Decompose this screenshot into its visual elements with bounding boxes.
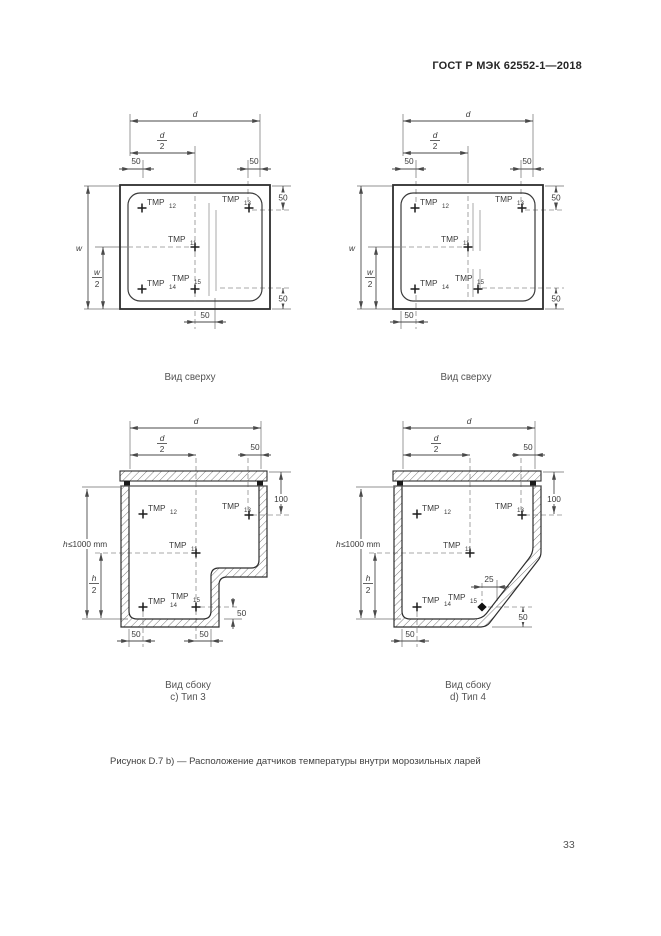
view-caption-bottom-right: Вид сбоку: [445, 680, 491, 691]
sensor-label-tmp14: TMP: [422, 595, 440, 605]
dim-label-h-half-den: 2: [365, 585, 371, 595]
freezer-lid: [393, 471, 541, 481]
dim-label-50: 50: [278, 293, 288, 304]
sensor-subscript-13: 13: [244, 507, 251, 514]
dim-label-w-half-num: w: [367, 267, 373, 277]
sensor-label-tmp14: TMP: [148, 596, 166, 606]
freezer-lid: [120, 471, 267, 481]
dim-label-d-half-den: 2: [159, 141, 165, 151]
sensor-subscript-15: 15: [477, 279, 484, 286]
document-header: ГОСТ Р МЭК 62552-1—2018: [432, 60, 582, 72]
dim-label-h-half-num: h: [91, 573, 97, 583]
dim-label-50: 50: [551, 192, 561, 203]
dim-label-h-half-num: h: [365, 573, 371, 583]
figure-caption: Рисунок D.7 b) — Расположение датчиков температуры внутри морозильных ларей: [110, 756, 481, 767]
sensor-cross-tmp14: [138, 285, 147, 294]
dim-label-50: 50: [404, 156, 414, 166]
sensor-label-tmp11: TMP: [443, 540, 461, 550]
dim-label-50: 50: [551, 293, 561, 304]
sensor-subscript-12: 12: [444, 509, 451, 516]
dimension-lines: [84, 114, 291, 329]
lid-seal-right: [257, 481, 263, 486]
sensor-subscript-12: 12: [169, 203, 176, 210]
sensor-label-tmp12: TMP: [148, 503, 166, 513]
dim-label-w-half-den: 2: [367, 279, 373, 289]
sensor-subscript-12: 12: [442, 203, 449, 210]
dim-label-d-half-num: d: [432, 130, 438, 140]
dim-label-100: 100: [547, 494, 561, 504]
view-caption-top-left: Вид сверху: [164, 372, 216, 383]
sensor-cross-tmp12: [139, 510, 148, 519]
dim-label-d-half-num: d: [159, 433, 165, 443]
sensor-label-tmp15: TMP: [448, 592, 466, 602]
view-caption-bottom-left: Вид сбоку: [165, 680, 211, 691]
dim-label-50: 50: [404, 310, 414, 320]
dim-label-h: h: [63, 539, 68, 549]
sensor-subscript-15: 15: [194, 279, 201, 286]
labels: [76, 109, 291, 383]
sensor-subscript-14: 14: [444, 601, 451, 608]
dim-label-d-half-den: 2: [433, 444, 439, 454]
sensor-label-tmp13: TMP: [222, 501, 240, 511]
lid-seal-right: [530, 481, 536, 486]
sensor-subscript-15: 15: [470, 598, 477, 605]
sensor-label-tmp14: TMP: [147, 278, 165, 288]
sensor-label-tmp12: TMP: [422, 503, 440, 513]
dim-label-d-half-num: d: [433, 433, 439, 443]
diagram-side-view-type4: [333, 416, 564, 703]
sensor-label-tmp13: TMP: [222, 194, 240, 204]
sensor-subscript-11: 11: [191, 546, 198, 553]
dim-label-h-half-den: 2: [91, 585, 97, 595]
sensor-cross-tmp12: [413, 510, 422, 519]
sensor-label-tmp13: TMP: [495, 501, 513, 511]
sensor-subscript-11: 11: [463, 240, 470, 247]
dim-label-w: w: [349, 243, 355, 253]
sensor-label-tmp12: TMP: [420, 197, 438, 207]
dim-label-25: 25: [484, 574, 494, 584]
page-number: 33: [563, 839, 575, 851]
sensor-subscript-14: 14: [170, 602, 177, 609]
labels: [349, 109, 564, 383]
dim-label-h: h: [336, 539, 341, 549]
sensor-cross-tmp12: [138, 204, 147, 213]
diagram-side-view-type3: [60, 416, 291, 703]
view-caption-top-right: Вид сверху: [440, 372, 492, 383]
sensor-cross-tmp14: [413, 603, 422, 612]
sensor-subscript-13: 13: [517, 507, 524, 514]
sensor-subscript-13: 13: [244, 200, 251, 207]
sensor-diamond-tmp15: [477, 603, 486, 612]
diagram-top-view-left: [76, 109, 291, 383]
sensor-label-tmp11: TMP: [441, 234, 459, 244]
sensor-subscript-14: 14: [442, 284, 449, 291]
sensor-label-tmp15: TMP: [171, 591, 189, 601]
dim-label-d: d: [193, 416, 199, 426]
dim-label-50: 50: [131, 629, 141, 639]
dim-label-d: d: [192, 109, 198, 119]
dim-label-50: 50: [200, 310, 210, 320]
dim-label-50: 50: [131, 156, 141, 166]
sensor-subscript-15: 15: [193, 597, 200, 604]
dim-label-d: d: [465, 109, 471, 119]
sensor-cross-tmp12: [411, 204, 420, 213]
diagram-top-view-right: [349, 109, 564, 383]
sensor-label-tmp11: TMP: [168, 234, 186, 244]
dim-label-50: 50: [278, 192, 288, 203]
dim-label-50: 50: [237, 608, 247, 618]
sensor-subscript-11: 11: [190, 240, 197, 247]
dim-label-50: 50: [250, 442, 260, 452]
sensor-subscript-13: 13: [517, 200, 524, 207]
dim-label-w: w: [76, 243, 82, 253]
dim-label-d-half-den: 2: [432, 141, 438, 151]
type-caption-bottom-left: c) Тип 3: [170, 692, 206, 703]
type-caption-bottom-right: d) Тип 4: [450, 692, 486, 703]
lid-seal-left: [124, 481, 130, 486]
labels: [60, 416, 291, 703]
sensor-label-tmp11: TMP: [169, 540, 187, 550]
sensor-subscript-12: 12: [170, 509, 177, 516]
dim-label-50: 50: [199, 629, 209, 639]
dim-label-50: 50: [405, 629, 415, 639]
sensor-label-tmp13: TMP: [495, 194, 513, 204]
dim-label-hmax: ≤1000 mm: [341, 539, 381, 549]
sensor-cross-tmp14: [139, 603, 148, 612]
dim-label-w-half-den: 2: [94, 279, 100, 289]
dim-label-w-half-num: w: [94, 267, 100, 277]
dim-label-100: 100: [274, 494, 288, 504]
dim-label-hmax: ≤1000 mm: [68, 539, 108, 549]
lid-seal-left: [397, 481, 403, 486]
dim-label-d-half-num: d: [159, 130, 165, 140]
dim-label-50: 50: [518, 612, 528, 622]
dim-label-d-half-den: 2: [159, 444, 165, 454]
sensor-cross-tmp14: [411, 285, 420, 294]
dimension-lines: [357, 114, 564, 329]
sensor-label-tmp15: TMP: [172, 273, 190, 283]
dim-label-d: d: [466, 416, 472, 426]
sensor-label-tmp12: TMP: [147, 197, 165, 207]
sensor-subscript-11: 11: [465, 546, 472, 553]
sensor-subscript-14: 14: [169, 284, 176, 291]
dim-label-50: 50: [523, 442, 533, 452]
dim-label-50: 50: [249, 156, 259, 166]
sensor-label-tmp14: TMP: [420, 278, 438, 288]
sensor-label-tmp15: TMP: [455, 273, 473, 283]
partition-lines: [209, 203, 216, 296]
dim-label-50: 50: [522, 156, 532, 166]
